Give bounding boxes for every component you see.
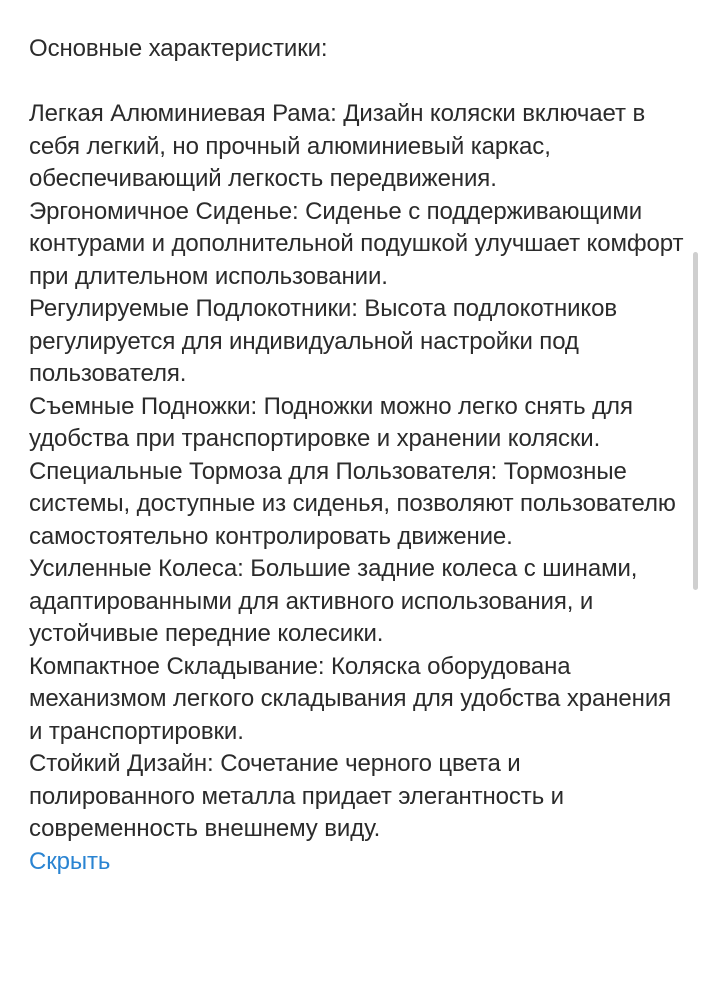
feature-item-wheels: Усиленные Колеса: Большие задние колеса с шинами, адаптированными для активного использования, и устойчивые передние колесики.	[29, 555, 638, 647]
hide-link[interactable]: Скрыть	[29, 847, 111, 875]
section-heading: Основные характеристики:	[29, 35, 328, 62]
description-panel	[29, 33, 689, 878]
feature-item-armrests: Регулируемые Подлокотники: Высота подлокотников регулируется для индивидуальной настройки под пользователя.	[29, 295, 617, 387]
feature-item-frame: Легкая Алюминиевая Рама: Дизайн коляски включает в себя легкий, но прочный алюминиевый каркас, обеспечивающий легкость передвижения.	[29, 100, 646, 192]
feature-item-brakes: Специальные Тормоза для Пользователя: Тормозные системы, доступные из сиденья, позволяют пользователю самостоятельно контролировать движение.	[29, 457, 676, 550]
feature-item-footrests: Съемные Подножки: Подножки можно легко снять для удобства при транспортировке и хранении коляски.	[29, 392, 633, 452]
feature-item-design: Стойкий Дизайн: Сочетание черного цвета и полированного металла придает элегантность и современность внешнему виду.	[29, 750, 564, 842]
feature-item-folding: Компактное Складывание: Коляска оборудована механизмом легкого складывания для удобства хранения и транспортировки.	[29, 652, 672, 745]
feature-item-seat: Эргономичное Сиденье: Сиденье с поддерживающими контурами и дополнительной подушкой улучшает комфорт при длительном использовании.	[29, 197, 684, 290]
scrollbar-thumb[interactable]	[693, 252, 698, 590]
